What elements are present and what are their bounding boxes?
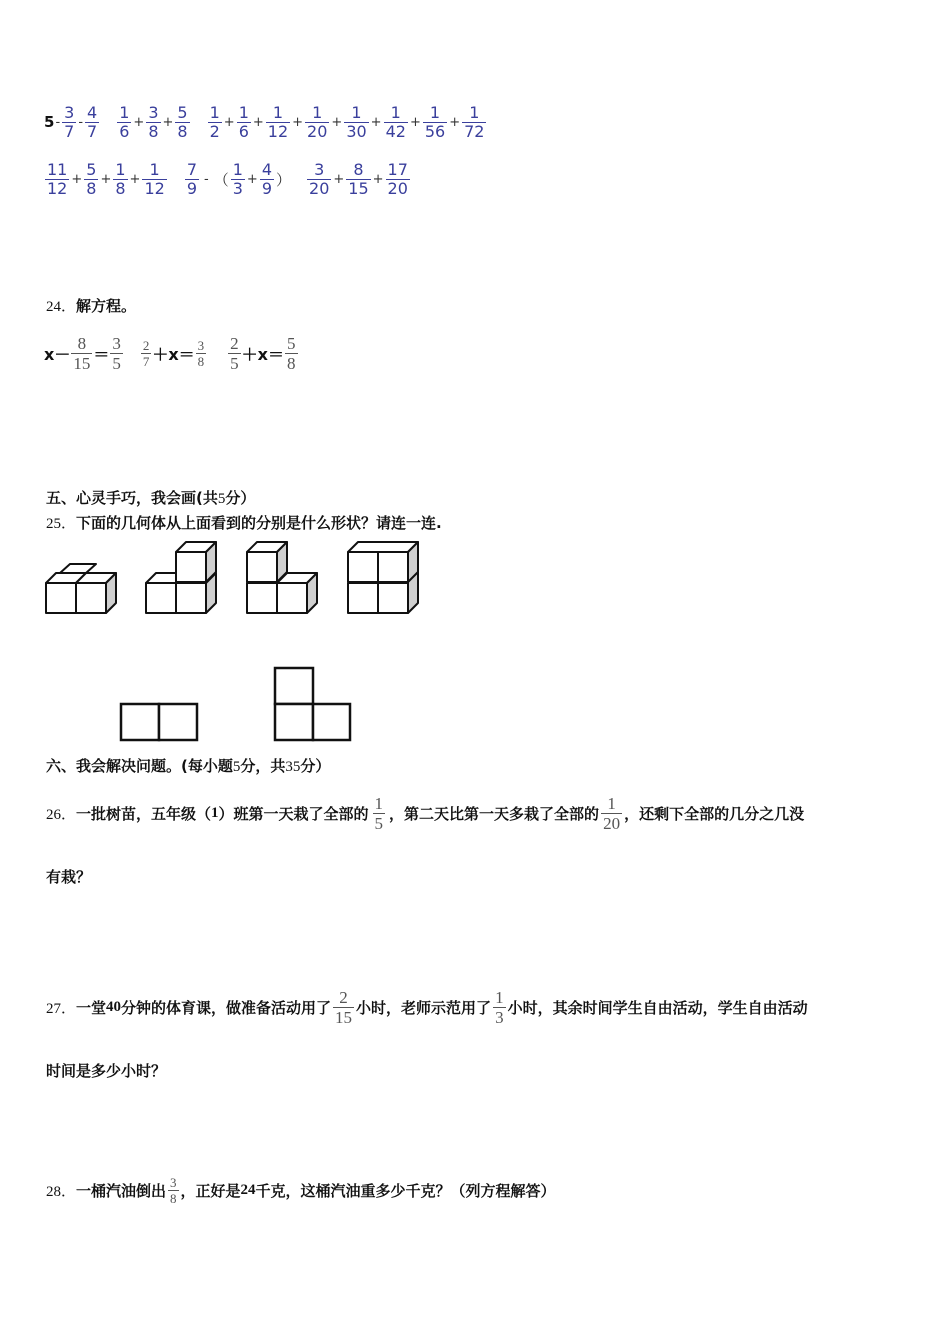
fraction: $\frac{8}{15}$: [73, 333, 91, 373]
equation-row: x－ $\frac{8}{15}$ ＝ $\frac{3}{5}$ $\frac{2}{7}$ ＋x＝ $\frac{3}{8}$ $\frac{2}{5}$ ＋x＝ $\frac{5}{8}$: [44, 333, 296, 373]
cube-figure-1: [46, 564, 116, 613]
fraction: $\frac{5}{8}$: [287, 333, 296, 373]
fraction: $\frac{3}{8}$: [148, 102, 159, 141]
fraction: $\frac{2}{15}$: [335, 987, 353, 1027]
top-view-2: [275, 668, 350, 740]
fraction: $\frac{1}{12}$: [144, 159, 165, 198]
fraction: $\frac{3}{20}$: [309, 159, 330, 198]
fraction: $\frac{1}{12}$: [267, 102, 289, 141]
fraction: $\frac{1}{2}$: [209, 102, 220, 141]
fraction: $\frac{5}{8}$: [86, 159, 97, 198]
top-view-shapes: [118, 665, 358, 745]
fraction: $\frac{8}{15}$: [348, 159, 369, 198]
fraction: $\frac{4}{9}$: [261, 159, 272, 198]
fraction: $\frac{11}{12}$: [47, 159, 68, 198]
fraction: $\frac{1}{42}$: [385, 102, 406, 141]
fraction: $\frac{4}{7}$: [87, 102, 98, 141]
cube-figure-2: [146, 542, 216, 613]
fraction: $\frac{17}{20}$: [387, 159, 408, 198]
fraction: $\frac{3}{7}$: [64, 102, 75, 141]
fraction: $\frac{1}{72}$: [464, 102, 485, 141]
top-view-1: [121, 704, 197, 740]
fraction: $\frac{1}{3}$: [495, 987, 504, 1027]
question-27-line-2: 时间是多少小时？: [46, 1062, 167, 1080]
section-6-heading: 六、我会解决问题。(每小题5分，共35分）: [46, 757, 331, 775]
question-25: 25．下面的几何体从上面看到的分别是什么形状？请连一连.: [46, 514, 442, 532]
fraction: $\frac{1}{8}$: [115, 159, 126, 198]
cube-figure-3: [247, 542, 317, 613]
fraction: $\frac{1}{20}$: [307, 102, 328, 141]
fraction: $\frac{5}{8}$: [177, 102, 188, 141]
question-26: 26． 一批树苗，五年级（ 1 ）班第一天栽了全部的 $\frac{1}{5}$ ，第二天比第一天多栽了全部的 $\frac{1}{20}$ ，还剩下全部的几分之几没: [46, 793, 805, 833]
fraction-row-2: $\frac{11}{12}$ + $\frac{5}{8}$ + $\frac{1}{8}$ + $\frac{1}{12}$ $\frac{7}{9}$ - （ $\frac{1}{3}$ + $\frac{4}{9}$ ） $\frac{3}{20}$ + $\frac{8}{15}$ + $\frac{17}{20}$: [47, 159, 408, 198]
fraction: $\frac{1}{30}$: [346, 102, 367, 141]
fraction: $\frac{1}{20}$: [603, 793, 621, 833]
section-5-heading: 五、心灵手巧，我会画(共5分）: [46, 489, 256, 507]
lead-number: 5: [44, 113, 55, 131]
fraction: $\frac{1}{6}$: [119, 102, 130, 141]
fraction: $\frac{3}{8}$: [197, 337, 205, 369]
fraction: $\frac{3}{8}$: [170, 1174, 177, 1206]
fraction: $\frac{3}{5}$: [112, 333, 121, 373]
cube-figure-4: [348, 542, 418, 613]
fraction-row-1: 5 - $\frac{3}{7}$ - $\frac{4}{7}$ $\frac{1}{6}$ + $\frac{3}{8}$ + $\frac{5}{8}$ $\frac{1}{2}$ + $\frac{1}{6}$ + $\frac{1}{12}$ + $\frac{1}{20}$ + $\frac{1}{30}$ + $\frac{1}{42}$ + $\frac{1}{56}$ + $\frac{1}{72}$: [44, 102, 485, 141]
fraction: $\frac{1}{6}$: [238, 102, 249, 141]
question-27: 27． 一堂 40 分钟的体育课，做准备活动用了 $\frac{2}{15}$ 小时，老师示范用了 $\frac{1}{3}$ 小时，其余时间学生自由活动，学生自由活动: [46, 987, 808, 1027]
question-28: 28． 一桶汽油倒出 $\frac{3}{8}$ ，正好是 24 千克，这桶汽油重多少千克？（列方程解答）: [46, 1174, 556, 1206]
fraction: $\frac{2}{7}$: [142, 337, 150, 369]
cube-figures: [40, 538, 430, 618]
fraction: $\frac{7}{9}$: [186, 159, 197, 198]
fraction: $\frac{1}{56}$: [424, 102, 446, 141]
fraction: $\frac{1}{5}$: [374, 793, 384, 833]
question-24-title: 24．解方程。: [46, 297, 137, 315]
fraction: $\frac{2}{5}$: [230, 333, 239, 373]
question-26-line-2: 有栽？: [46, 868, 92, 886]
fraction: $\frac{1}{3}$: [232, 159, 243, 198]
